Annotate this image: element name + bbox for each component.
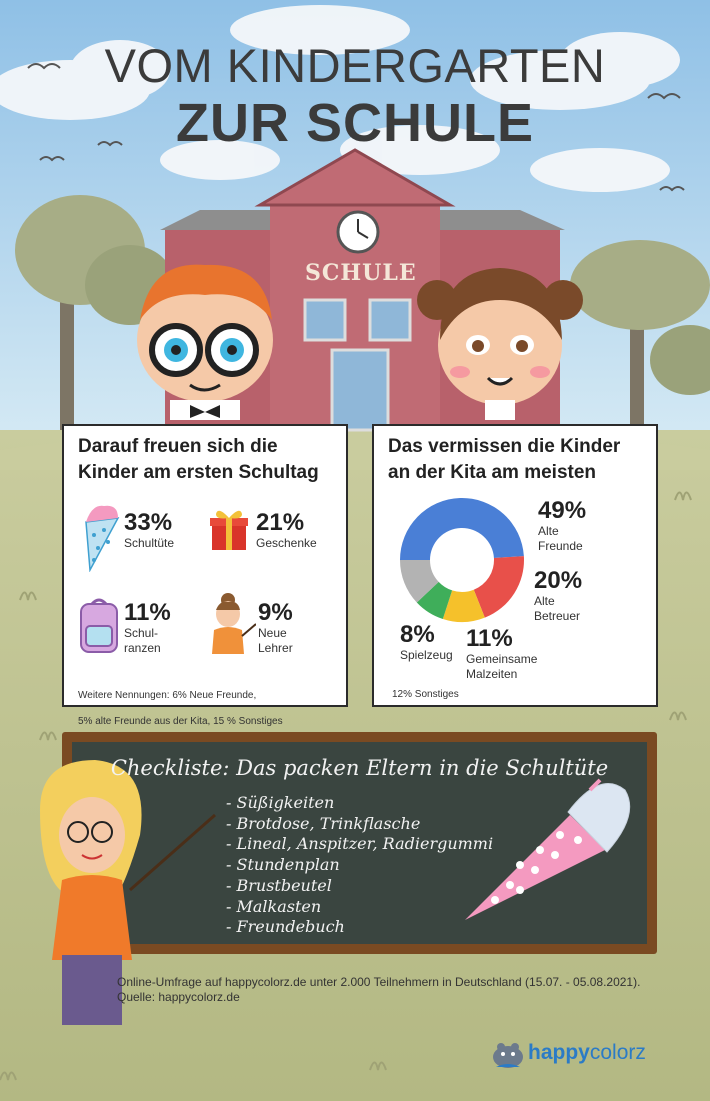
stat-label: Schul- ranzen (124, 626, 161, 655)
donut-chart (398, 496, 526, 624)
title-line-2: ZUR SCHULE (176, 93, 534, 153)
stat-percent: 21% (256, 509, 305, 536)
left-panel-note (78, 676, 283, 728)
logo-text-happy: happy (528, 1041, 590, 1064)
right-heading-line-1: Das vermissen die Kinder (388, 436, 621, 457)
stat-percent: 33% (124, 509, 173, 536)
left-stats-panel (62, 424, 348, 727)
slice-label: Gemeinsame Malzeiten (466, 652, 538, 681)
donut-slice-1 (474, 556, 524, 618)
right-panel-heading (388, 434, 668, 486)
stat-percent: 11% (124, 599, 171, 626)
gift-icon (208, 506, 250, 552)
label-alte-betreuer (534, 568, 582, 624)
schultuete-icon (82, 500, 122, 572)
stat-schultuete (124, 510, 174, 551)
checklist-item: - Freundebuch (226, 917, 345, 937)
footer-line-2: Quelle: happycolorz.de (117, 990, 240, 1004)
teacher-icon (206, 590, 256, 656)
checklist-item: - Lineal, Anspitzer, Radiergummi (226, 834, 494, 854)
school-sign: SCHULE (305, 260, 417, 286)
stat-label: Schultüte (124, 536, 175, 550)
checklist-item: - Brustbeutel (226, 875, 332, 895)
title-line-1: VOM KINDERGARTEN (104, 39, 606, 92)
note-line-2: 5% alte Freunde aus der Kita, 15 % Sonstiges (78, 716, 283, 727)
stat-percent: 9% (258, 599, 293, 626)
label-spielzeug (400, 622, 453, 663)
donut-slice-0 (400, 498, 524, 560)
note-line-1: Weitere Nennungen: 6% Neue Freunde, (78, 690, 257, 701)
happycolorz-logo[interactable] (490, 1037, 670, 1071)
slice-label: Alte Betreuer (534, 594, 581, 623)
checklist-item: - Brotdose, Trinkflasche (226, 813, 421, 833)
stat-geschenke (256, 510, 317, 551)
checklist-item: - Malkasten (226, 896, 322, 916)
left-heading-line-1: Darauf freuen sich die (78, 436, 278, 457)
slice-percent: 11% (466, 625, 513, 652)
stat-schulranzen (124, 600, 171, 656)
right-heading-line-2: an der Kita am meisten (388, 462, 597, 483)
hippo-logo-icon (490, 1039, 526, 1069)
slice-percent: 49% (538, 497, 587, 524)
checklist-item: - Süßigkeiten (226, 793, 335, 812)
checklist-item: - Stundenplan (226, 855, 340, 875)
right-chart-panel (372, 424, 658, 707)
left-heading-line-2: Kinder am ersten Schultag (78, 462, 319, 483)
footer-line-1: Online-Umfrage auf happycolorz.de unter 2.000 Teilnehmern in Deutschland (15.07. - 05.08.2021). (117, 975, 641, 989)
label-malzeiten (466, 626, 537, 682)
slice-label: Alte Freunde (538, 524, 583, 553)
stat-label: Geschenke (256, 536, 317, 550)
stat-label: Neue Lehrer (258, 626, 293, 655)
checklist-title: Checkliste: Das packen Eltern in die Schultüte (110, 756, 609, 780)
left-panel-heading (78, 434, 358, 486)
stat-lehrer (258, 600, 293, 656)
right-panel-note: 12% Sonstiges (392, 689, 459, 700)
label-alte-freunde (538, 498, 586, 554)
slice-percent: 20% (534, 567, 583, 594)
backpack-icon (76, 596, 122, 656)
slice-label: Spielzeug (400, 648, 453, 662)
slice-percent: 8% (400, 621, 435, 648)
logo-text-colorz: colorz (589, 1041, 646, 1064)
checklist (226, 793, 493, 938)
footer-source (117, 975, 677, 1005)
